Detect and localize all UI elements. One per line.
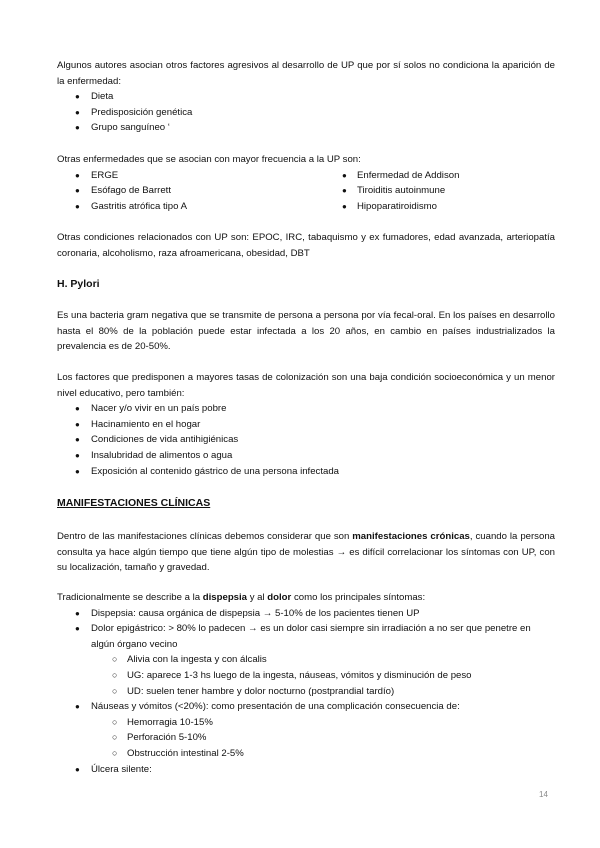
associated-columns [57, 168, 555, 215]
list-item: ● Condiciones de vida antihigiénicas [57, 432, 555, 448]
list-item: ● Exposición al contenido gástrico de una persona infectada [57, 464, 555, 480]
manifestations-paragraph-1: Dentro de las manifestaciones clínicas debemos considerar que son manifestaciones crónicas, cuando la persona consulta ya hace algún tiempo que tiene algún tipo de molestias → es difícil correlacionar los síntomas con UP, con su localización, tamaño y gravedad. [57, 531, 555, 574]
manifestations-paragraph-2: Tradicionalmente se describe a la dispepsia y al dolor como los principales síntomas: [57, 592, 426, 603]
chronic-emphasis: manifestaciones crónicas [352, 531, 470, 542]
conditions-paragraph: Otras condiciones relacionados con UP son: EPOC, IRC, tabaquismo y ex fumadores, edad avanzada, arteriopatía coronaria, alcoholismo, raza afroamericana, obesidad, DBT [57, 232, 555, 259]
list-item: ● Úlcera silente: [57, 762, 555, 778]
manifestations-heading-wrap [57, 496, 555, 512]
nauseas-sublist [57, 715, 555, 762]
list-item: ● Tiroiditis autoinmune [342, 183, 459, 199]
page-number: 14 [539, 790, 548, 799]
list-item: ● Nacer y/o vivir en un país pobre [57, 401, 555, 417]
associated-right-list [342, 168, 459, 215]
list-item: ● Dispepsia: causa orgánica de dispepsia → 5-10% de los pacientes tienen UP [57, 606, 555, 622]
hpylori-heading: H. Pylori [57, 278, 100, 290]
intro-paragraph: Algunos autores asocian otros factores agresivos al desarrollo de UP que por sí solos no condiciona la aparición de la enfermedad: [57, 60, 555, 87]
dispepsia-emphasis: dispepsia [202, 592, 248, 603]
symptoms-section [57, 590, 555, 777]
conditions-section [57, 230, 555, 261]
list-item: ● Dieta [57, 89, 555, 105]
associated-paragraph: Otras enfermedades que se asocian con mayor frecuencia a la UP son: [57, 154, 361, 165]
list-item: ● Enfermedad de Addison [342, 168, 459, 184]
list-item: ● Hipoparatiroidismo [342, 199, 459, 215]
list-item: ● Náuseas y vómitos (<20%): como presentación de una complicación consecuencia de: ○ Hemorragia 10-15% ○ Perforación 5-10% ○ Obstrucción intestinal 2-5% [57, 699, 555, 761]
list-item: ● Predisposición genética [57, 105, 555, 121]
hpylori-heading-wrap [57, 277, 555, 293]
associated-diseases-section [57, 152, 555, 214]
hpylori-paragraph-1: Es una bacteria gram negativa que se transmite de persona a persona por vía fecal-oral. En los países en desarrollo hasta el 80% de la población puede estar infectada a los 20 años, en cambio en países industrializados la prevalencia es de 20-50%. [57, 310, 555, 353]
sublist-item: ○ UD: suelen tener hambre y dolor nocturno (postprandial tardío) [57, 684, 555, 700]
list-item: ● Gastritis atrófica tipo A [57, 199, 342, 215]
sublist-item: ○ Hemorragia 10-15% [57, 715, 555, 731]
hpylori-factors-list [57, 401, 555, 479]
dolor-emphasis: dolor [267, 592, 292, 603]
associated-left-list [57, 168, 342, 215]
list-item: ● Insalubridad de alimentos o agua [57, 448, 555, 464]
hpylori-factors-section [57, 370, 555, 479]
sublist-item: ○ Obstrucción intestinal 2-5% [57, 746, 555, 762]
list-item: ● Dolor epigástrico: > 80% lo padecen → es un dolor casi siempre sin irradiación a no ser que penetre en algún órgano vecino ○ Alivia con la ingesta y con álcalis ○ UG: aparece 1-3 hs luego de la ingesta, náuseas, vómitos y disminución de peso ○ UD: suelen tener hambre y dolor nocturno (postprandial tardío) [57, 621, 555, 699]
manifestations-heading: MANIFESTACIONES CLÍNICAS [57, 497, 211, 509]
dolor-sublist [57, 652, 555, 699]
manifestations-intro [57, 529, 555, 576]
intro-list [57, 89, 555, 136]
sublist-item: ○ Perforación 5-10% [57, 730, 555, 746]
hpylori-paragraph-2: Los factores que predisponen a mayores tasas de colonización son una baja condición socioeconómica y un menor nivel educativo, pero también: [57, 372, 555, 399]
hpylori-section [57, 308, 555, 355]
list-item: ● Hacinamiento en el hogar [57, 417, 555, 433]
intro-section [57, 58, 555, 136]
sublist-item: ○ Alivia con la ingesta y con álcalis [57, 652, 555, 668]
list-item: ● ERGE [57, 168, 342, 184]
symptoms-list [57, 606, 555, 778]
list-item: ● Grupo sanguíneo ‘ [57, 120, 555, 136]
sublist-item: ○ UG: aparece 1-3 hs luego de la ingesta, náuseas, vómitos y disminución de peso [57, 668, 555, 684]
list-item: ● Esófago de Barrett [57, 183, 342, 199]
